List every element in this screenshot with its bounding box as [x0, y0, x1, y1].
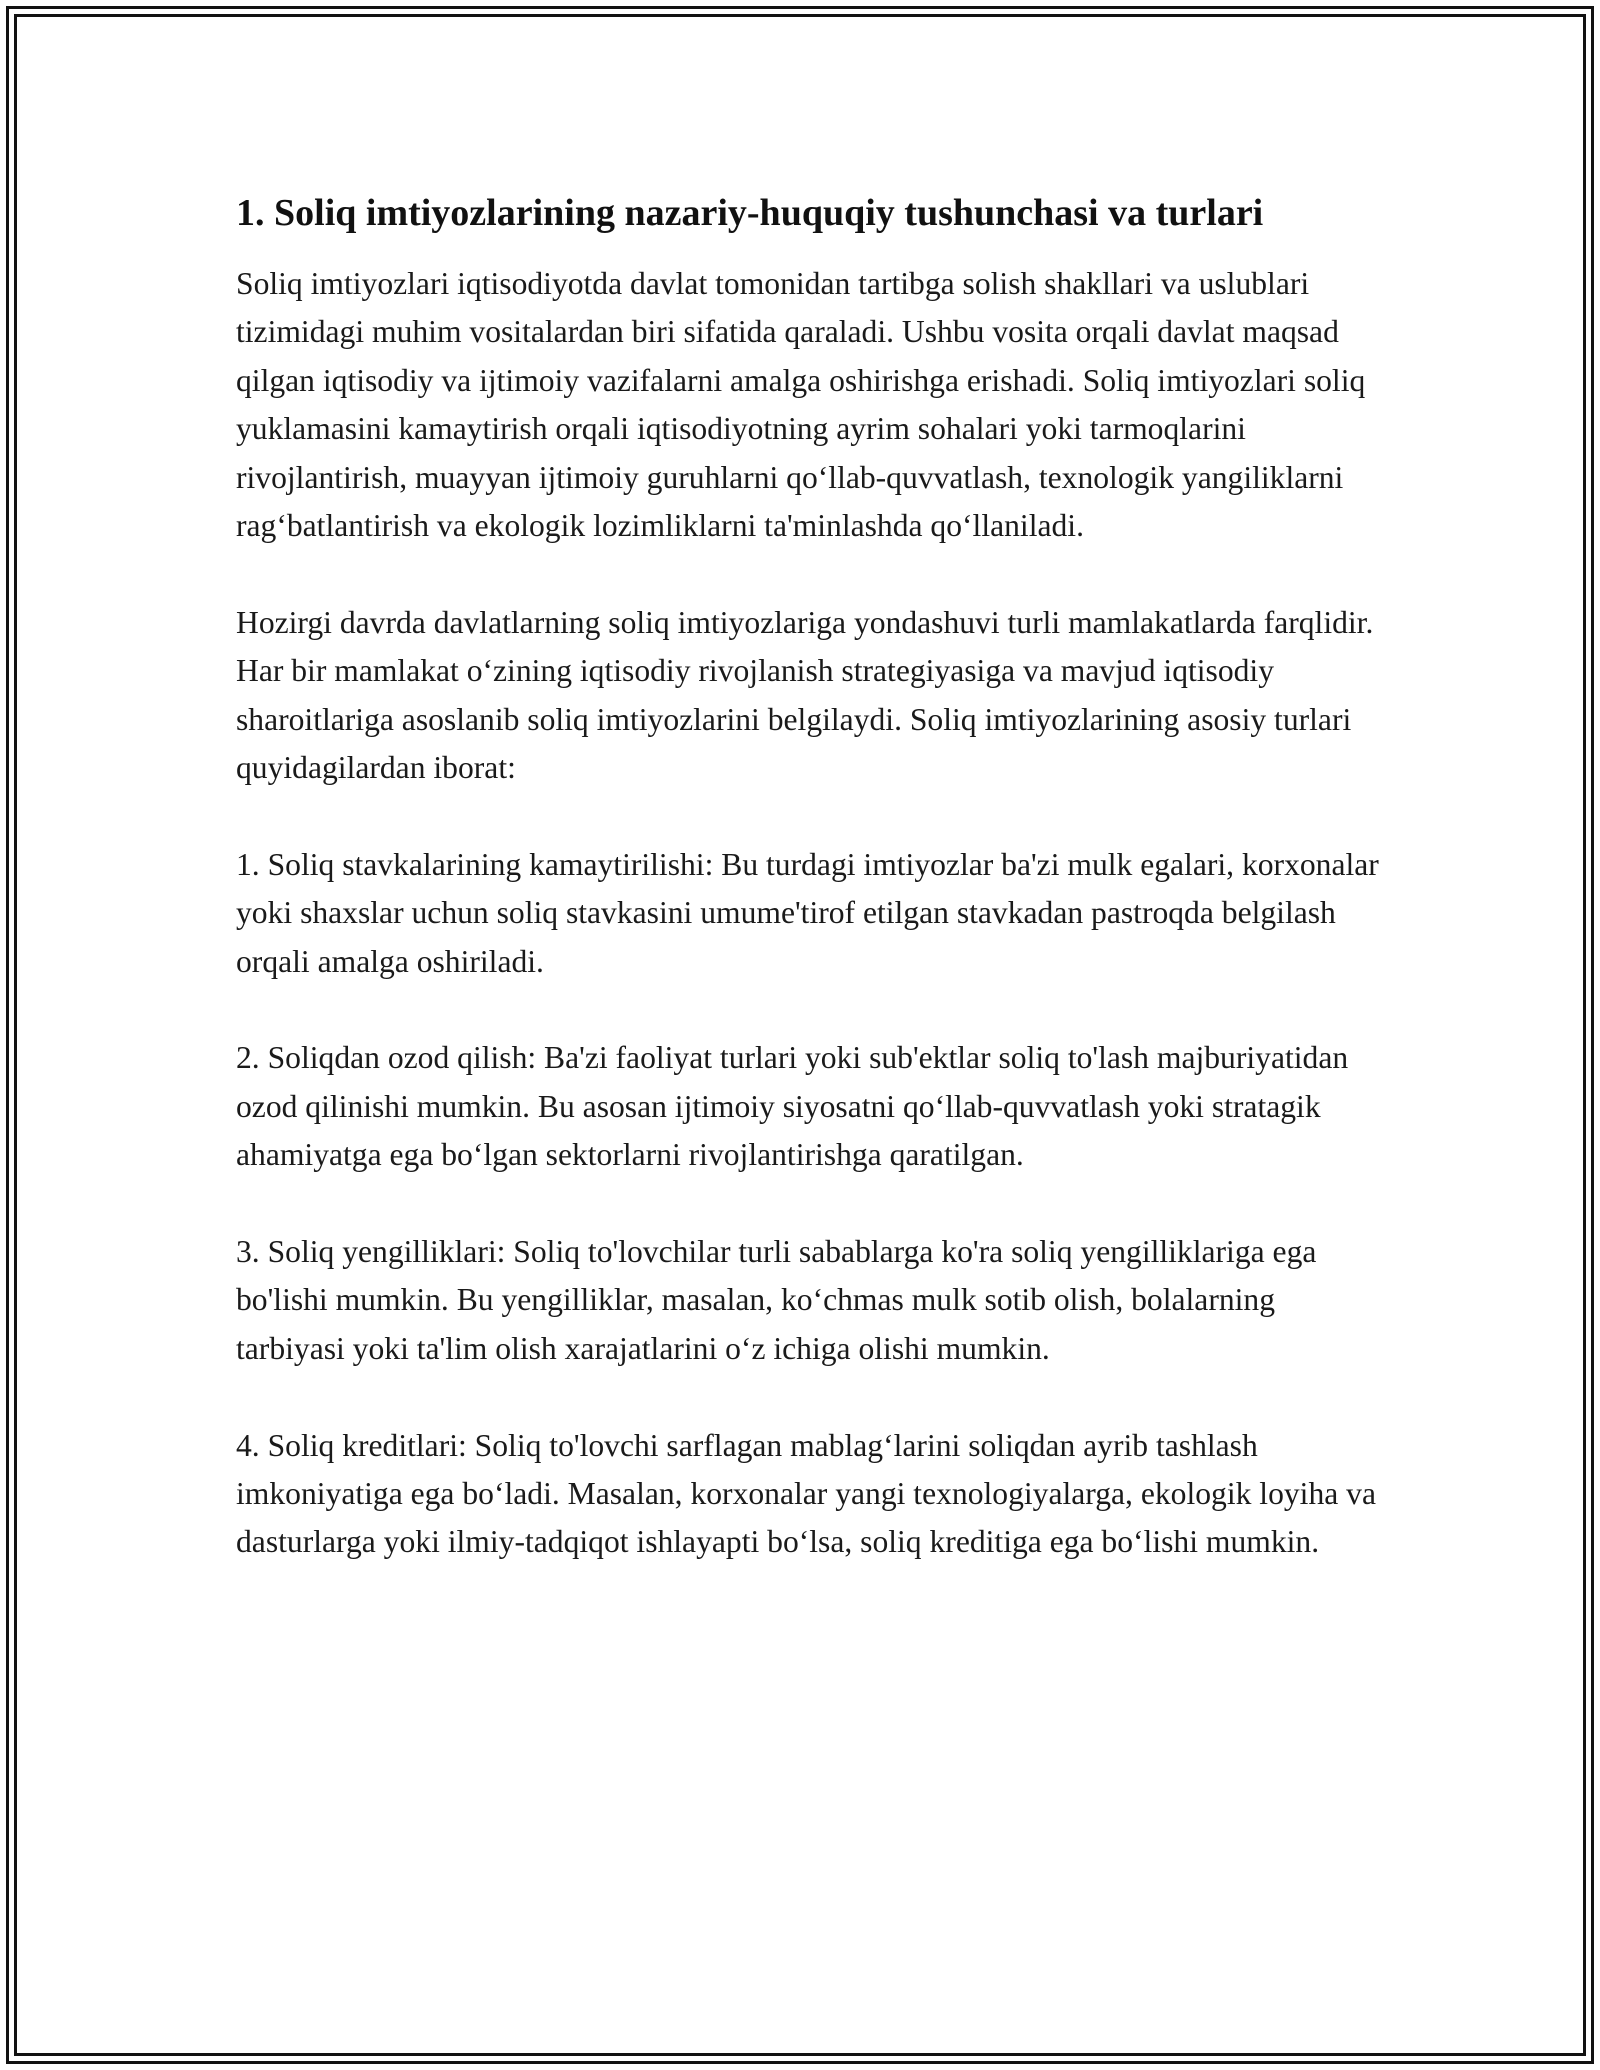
document-body	[236, 186, 1386, 1567]
list-item-tax-credits: 4. Soliq kreditlari: Soliq to'lovchi sarflagan mablag‘larini soliqdan ayrib tashlash imkoniyatiga ega bo‘ladi. Masalan, korxonalar yangi texnologiyalarga, ekologik loyiha va dasturlarga yoki ilmiy-tadqiqot ishlayapti bo‘lsa, soliq kreditiga ega bo‘lishi mumkin.	[236, 1427, 1376, 1560]
paragraph-approaches: Hozirgi davrda davlatlarning soliq imtiyozlariga yondashuvi turli mamlakatlarda farqlidir. Har bir mamlakat o‘zining iqtisodiy rivojlanish strategiyasiga va mavjud iqtisodiy sharoitlariga asoslanib soliq imtiyozlarini belgilaydi. Soliq imtiyozlarining asosiy turlari quyidagilardan iborat:	[236, 604, 1374, 786]
list-item-tax-relief: 3. Soliq yengilliklari: Soliq to'lovchilar turli sabablarga ko'ra soliq yengilliklariga ega bo'lishi mumkin. Bu yengilliklar, masalan, ko‘chmas mulk sotib olish, bolalarning tarbiyasi yoki ta'lim olish xarajatlarini o‘z ichiga olishi mumkin.	[236, 1234, 1317, 1366]
list-item-tax-exemption: 2. Soliqdan ozod qilish: Ba'zi faoliyat turlari yoki sub'ektlar soliq to'lash majburiyatidan ozod qilinishi mumkin. Bu asosan ijtimoiy siyosatni qo‘llab-quvvatlash yoki stratagik ahamiyatga ega bo‘lgan sektorlarni rivojlantirishga qaratilgan.	[236, 1040, 1349, 1173]
list-item-tax-rate-reduction: 1. Soliq stavkalarining kamaytirilishi: Bu turdagi imtiyozlar ba'zi mulk egalari, korxonalar yoki shaxslar uchun soliq stavkasini umume'tirof etilgan stavkadan pastroqda belgilash orqali amalga oshiriladi.	[236, 846, 1379, 979]
section-title: 1. Soliq imtiyozlarining nazariy-huquqiy tushunchasi va turlari	[236, 192, 1264, 234]
paragraph-intro: Soliq imtiyozlari iqtisodiyotda davlat tomonidan tartibga solish shakllari va uslublari tizimidagi muhim vositalardan biri sifatida qaraladi. Ushbu vosita orqali davlat maqsad qilgan iqtisodiy va ijtimoiy vazifalarni amalga oshirishga erishadi. Soliq imtiyozlari soliq yuklamasini kamaytirish orqali iqtisodiyotning ayrim sohalari yoki tarmoqlarini rivojlantirish, muayyan ijtimoiy guruhlarni qo‘llab-quvvatlash, texnologik yangiliklarni rag‘batlantirish va ekologik lozimliklarni ta'minlashda qo‘llaniladi.	[236, 266, 1366, 544]
